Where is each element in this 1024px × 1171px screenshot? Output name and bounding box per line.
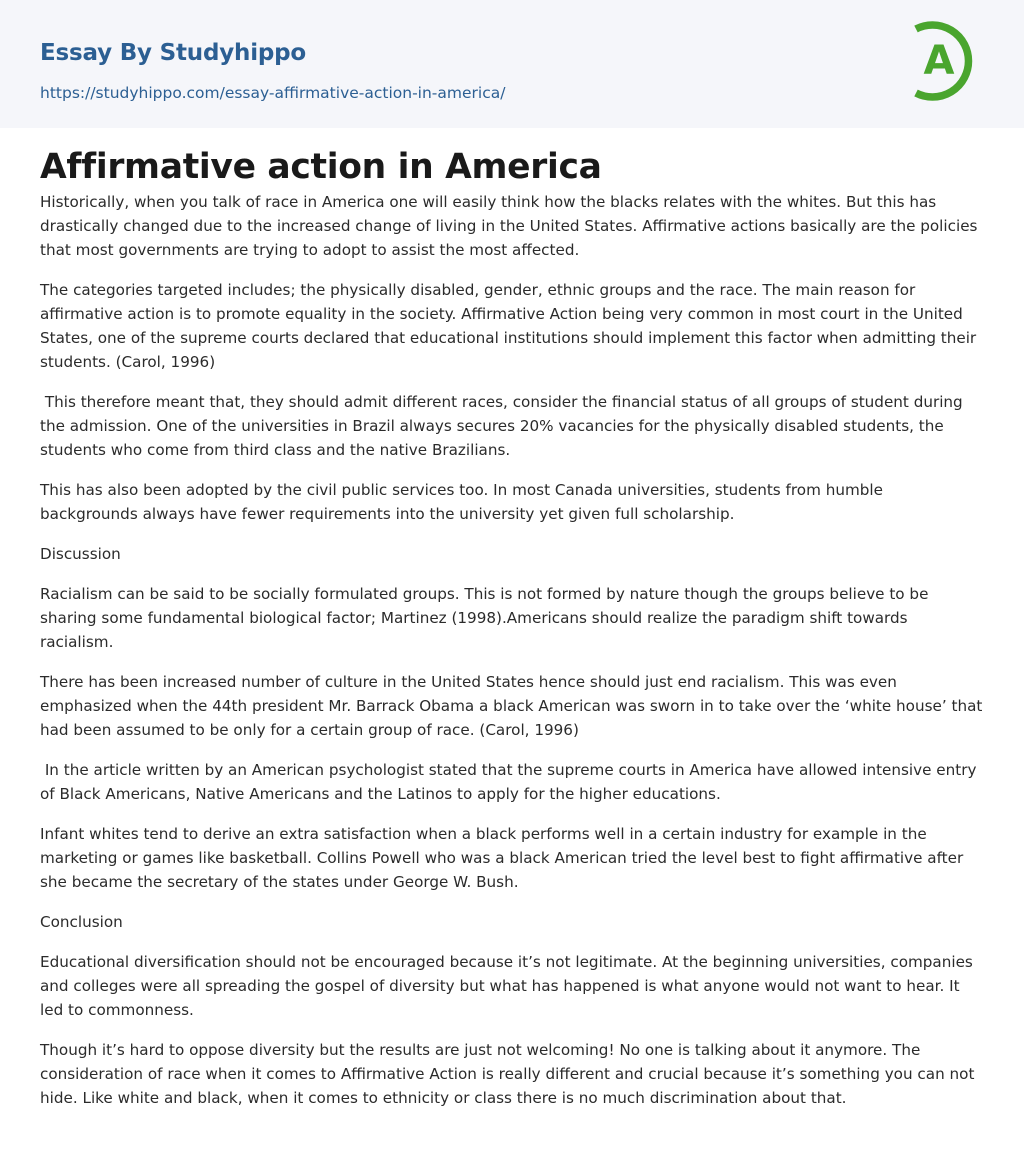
paragraph: Racialism can be said to be socially formulated groups. This is not formed by nature though the groups believe to be sharing some fundamental biological factor; Martinez (1998).Americans should realize the paradigm shift towards racialism. [40,585,934,651]
studyhippo-logo-icon[interactable] [910,17,988,107]
page-header [0,0,1024,128]
paragraph: Historically, when you talk of race in America one will easily think how the blacks relates with the whites. But this has drastically changed due to the increased change of living in the United States. Affirmative actions basically are the policies that most governments are trying to adopt to assist the most affected. [40,193,983,259]
site-brand[interactable]: Essay By Studyhippo [40,40,307,66]
paragraph: This has also been adopted by the civil public services too. In most Canada universities, students from humble backgrounds always have fewer requirements into the university yet given full scholarship. [40,481,888,523]
section-heading-discussion: Discussion [40,545,121,563]
paragraph: The categories targeted includes; the physically disabled, gender, ethnic groups and the race. The main reason for affirmative action is to promote equality in the society. Affirmative Action being very common in most court in the United States, one of the supreme courts declared that educational institutions should implement this factor when admitting their students. (Carol, 1996) [40,281,982,371]
paragraph: There has been increased number of culture in the United States hence should just end racialism. This was even emphasized when the 44th president Mr. Barrack Obama a black American was sworn in to take over the ‘white house’ that had been assumed to be only for a certain group of race. (Carol, 1996) [40,673,988,739]
article [0,144,1024,1110]
section-heading-conclusion: Conclusion [40,913,123,931]
essay-url-link[interactable]: https://studyhippo.com/essay-affirmative-action-in-america/ [40,84,506,102]
paragraph: This therefore meant that, they should admit different races, consider the financial status of all groups of student during the admission. One of the universities in Brazil always secures 20% vacancies for the physically disabled students, the students who come from third class and the native Brazilians. [40,393,968,459]
article-title: Affirmative action in America [40,147,602,187]
paragraph: In the article written by an American psychologist stated that the supreme courts in America have allowed intensive entry of Black Americans, Native Americans and the Latinos to apply for the higher educations. [40,761,982,803]
paragraph: Though it’s hard to oppose diversity but the results are just not welcoming! No one is talking about it anymore. The consideration of race when it comes to Affirmative Action is really different and crucial because it’s something you can not hide. Like white and black, when it comes to ethnicity or class there is no much discrimination about that. [40,1041,980,1107]
logo-letter: A [923,38,955,84]
paragraph: Infant whites tend to derive an extra satisfaction when a black performs well in a certain industry for example in the marketing or games like basketball. Collins Powell who was a black American tried the level best to fight affirmative after she became the secretary of the states under George W. Bush. [40,825,969,891]
paragraph: Educational diversification should not be encouraged because it’s not legitimate. At the beginning universities, companies and colleges were all spreading the gospel of diversity but what has happened is what anyone would not want to hear. It led to commonness. [40,953,978,1019]
